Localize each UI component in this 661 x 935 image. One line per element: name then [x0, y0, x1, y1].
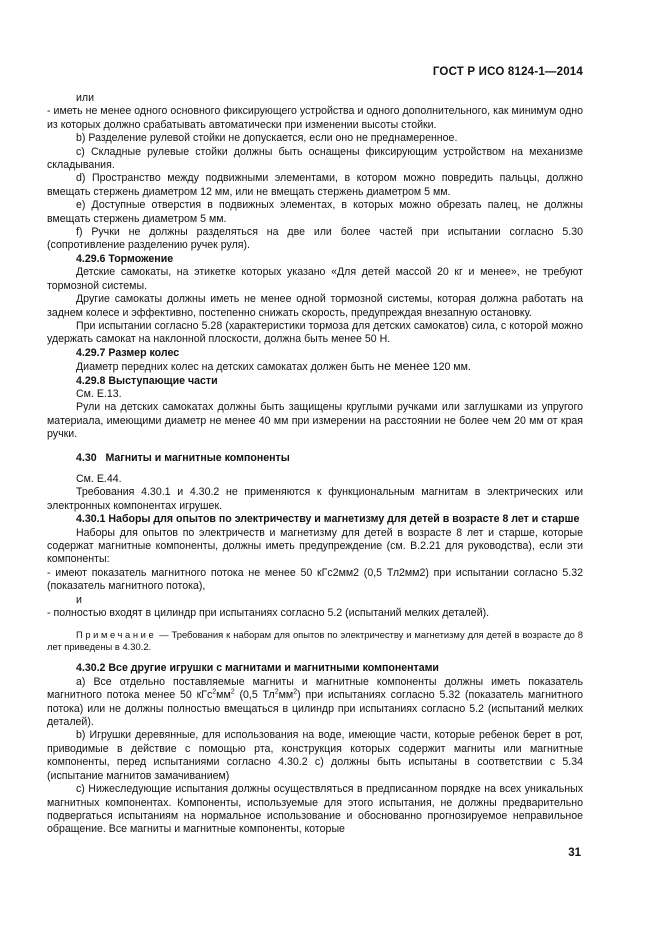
paragraph: f) Ручки не должны разделяться на две или более частей при испытании согласно 5.30 (сопротивление разделению ручек руля). [47, 226, 583, 252]
section-heading-4-29-7: 4.29.7 Размер колес [76, 346, 180, 359]
paragraph: Детские самокаты, на этикетке которых указано «Для детей массой 20 кг и менее», не требуют тормозной системы. [47, 266, 583, 292]
note [47, 629, 583, 653]
paragraph: и [76, 593, 82, 606]
paragraph: При испытании согласно 5.28 (характеристики тормоза для детских самокатов) сила, с которой можно удержать самокат на наклонной плоскости, должна быть менее 50 Н. [47, 319, 583, 346]
section-heading-4-30-1: 4.30.1 Наборы для опытов по электричеству и магнетизму для детей в возрасте 8 лет и старше [76, 513, 580, 526]
superscript: 2 [274, 688, 279, 696]
paragraph: c) Складные рулевые стойки должны быть оснащены фиксирующим устройством на механизме складывания. [47, 145, 583, 172]
document-header: ГОСТ Р ИСО 8124-1—2014 [432, 66, 583, 78]
paragraph: b) Разделение рулевой стойки не допускается, если оно не преднамеренное. [76, 132, 458, 145]
superscript: 2 [212, 688, 217, 696]
superscript: 2 [293, 688, 298, 696]
note-text: — Требования к наборам для опытов по электричеству и магнетизму для детей в возрасте до 8 лет приведены в 4.30.2. [47, 629, 583, 653]
paragraph: e) Доступные отверстия в подвижных элементах, в которых можно обрезать палец, не должны вмещать стержень диаметром 5 мм. [47, 199, 583, 225]
paragraph: c) Нижеследующие испытания должны осуществляться в предписанном порядке на всех уникальных магнитных компонентах. Компоненты, используемые для этого испытания, не должны предварительно подвергаться испытаниям на нормальное использование и обоснованно прогнозируемое неправильное обращение. Все магниты и магнитные компоненты, которые [47, 783, 583, 836]
document-body [47, 92, 583, 837]
paragraph [47, 360, 583, 374]
section-heading-4-30: 4.30 Магниты и магнитные компоненты [76, 451, 290, 464]
paragraph: - полностью входят в цилиндр при испытаниях согласно 5.2 (испытаний мелких деталей). [47, 607, 490, 620]
paragraph: или [76, 92, 95, 104]
paragraph: Наборы для опытов по электричеств и магнетизму для детей в возрасте 8 лет и старше, которые содержат магнитные компоненты, должны иметь предупреждение (см. В.2.21 для руководства), если эти компоненты: [47, 526, 583, 566]
paragraph [47, 676, 583, 730]
section-heading-4-29-6: 4.29.6 Торможение [76, 252, 174, 265]
paragraph: - иметь не менее одного основного фиксирующего устройства и одного дополнительного, как минимум одно из которых должно срабатывать автоматически при изменении высоты стойки. [47, 105, 583, 131]
paragraph: Рули на детских самокатах должны быть защищены круглыми ручками или заглушками из упругого материала, имеющими диаметр не менее 40 мм при измерении на расстоянии не более чем 20 мм от края ручки. [47, 401, 583, 441]
text-run: a) Все отдельно поставляемые магниты и магнитные компоненты должны иметь показатель магнитного потока менее 50 кГс [47, 675, 583, 702]
text-run: не менее [377, 359, 430, 374]
paragraph: b) Игрушки деревянные, для использования на воде, имеющие части, которые ребенок берет в рот, приводимые в действие с помощью рта, конструкция которых содержит магниты или магнитные компоненты, перед испытаниями согласно 4.30.2 с) должны быть испытаны в соответствии с 5.34 (испытание магнитов замачиванием) [47, 729, 583, 782]
paragraph: Другие самокаты должны иметь не менее одной тормозной системы, которая должна работать на заднем колесе и эффективно, постепенно снижать скорость, предупреждая внезапную остановку. [47, 293, 583, 319]
section-heading-4-30-2: 4.30.2 Все другие игрушки с магнитами и магнитными компонентами [76, 662, 439, 675]
paragraph: - имеют показатель магнитного потока не менее 50 кГс2мм2 (0,5 Тл2мм2) при испытании согласно 5.32 (показатель магнитного потока), [47, 566, 583, 593]
text-run: Диаметр передних колес на детских самокатах должен быть [76, 361, 375, 374]
paragraph: d) Пространство между подвижными элементами, в котором можно повредить пальцы, должно вмещать стержень диаметром 12 мм, или не вмещать стержень диаметром 5 мм. [47, 172, 583, 198]
section-heading-4-29-8: 4.29.8 Выступающие части [76, 374, 218, 387]
text-run: 120 мм. [432, 361, 471, 374]
text-run: ) при испытаниях согласно 5.32 (показатель магнитного потока) или не должны полностью вмещаться в цилиндр при испытаниях согласно 5.2 (испытаний мелких деталей). [47, 689, 583, 729]
text-run: (0,5 Тл [234, 689, 275, 702]
text-run: мм [216, 689, 231, 702]
page-number: 31 [568, 847, 581, 859]
paragraph: См. Е.13. [76, 387, 122, 400]
superscript: 2 [230, 688, 235, 696]
paragraph: Требования 4.30.1 и 4.30.2 не применяются к функциональным магнитам в электрических или электронных компонентах игрушек. [47, 486, 583, 512]
text-run: мм [278, 689, 294, 702]
paragraph: См. Е.44. [76, 472, 122, 485]
note-label: Примечание [76, 629, 157, 641]
